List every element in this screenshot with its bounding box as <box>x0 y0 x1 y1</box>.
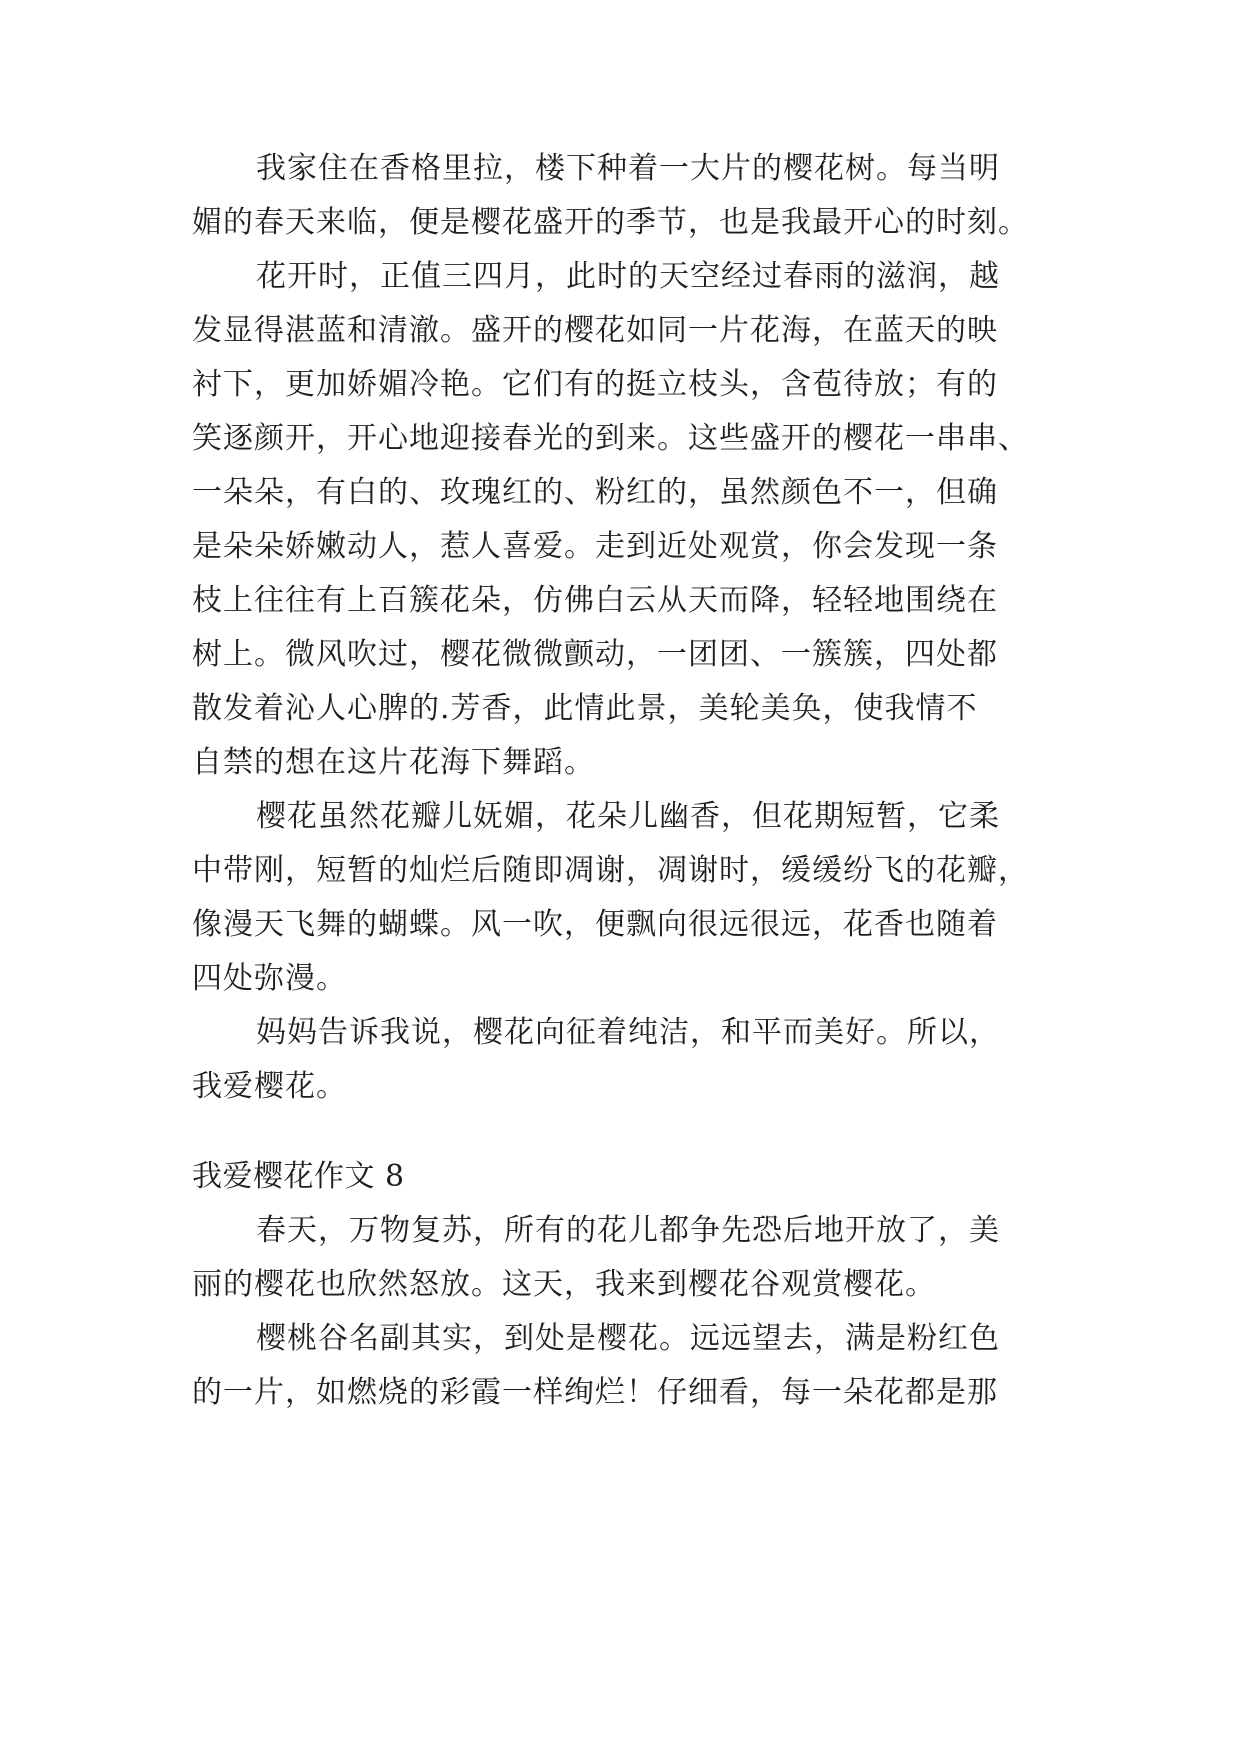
paragraph-line: 散发着沁人心脾的.芳香，此情此景，美轮美奂，使我情不 <box>192 691 978 726</box>
paragraph-line: 樱花虽然花瓣儿妩媚，花朵儿幽香，但花期短暂，它柔 <box>256 799 1000 834</box>
paragraph-line: 笑逐颜开，开心地迎接春光的到来。这些盛开的樱花一串串、 <box>192 421 1029 456</box>
paragraph-line: 花开时，正值三四月，此时的天空经过春雨的滋润，越 <box>256 259 1000 294</box>
paragraph-line: 樱桃谷名副其实，到处是樱花。远远望去，满是粉红色 <box>256 1321 1000 1356</box>
paragraph-line: 是朵朵娇嫩动人，惹人喜爱。走到近处观赏，你会发现一条 <box>192 529 998 564</box>
paragraph-line: 春天，万物复苏，所有的花儿都争先恐后地开放了，美 <box>256 1213 1000 1248</box>
paragraph-line: 一朵朵，有白的、玫瑰红的、粉红的，虽然颜色不一，但确 <box>192 475 998 510</box>
paragraph-line: 我爱樱花。 <box>192 1069 347 1104</box>
section-title: 我爱樱花作文 8 <box>192 1159 405 1194</box>
paragraph-line: 发显得湛蓝和清澈。盛开的樱花如同一片花海，在蓝天的映 <box>192 313 998 348</box>
paragraph-line: 四处弥漫。 <box>192 961 347 996</box>
paragraph-line: 枝上往往有上百簇花朵，仿佛白云从天而降，轻轻地围绕在 <box>192 583 998 618</box>
paragraph-line: 丽的樱花也欣然怒放。这天，我来到樱花谷观赏樱花。 <box>192 1267 936 1302</box>
paragraph-line: 中带刚，短暂的灿烂后随即凋谢，凋谢时，缓缓纷飞的花瓣， <box>192 853 1029 888</box>
paragraph-line: 的一片，如燃烧的彩霞一样绚烂！仔细看，每一朵花都是那 <box>192 1375 998 1410</box>
paragraph-line: 像漫天飞舞的蝴蝶。风一吹，便飘向很远很远，花香也随着 <box>192 907 998 942</box>
paragraph-line: 衬下，更加娇媚冷艳。它们有的挺立枝头，含苞待放；有的 <box>192 367 998 402</box>
paragraph-line: 我家住在香格里拉，楼下种着一大片的樱花树。每当明 <box>256 151 1000 186</box>
paragraph-line: 妈妈告诉我说，樱花向征着纯洁，和平而美好。所以， <box>256 1015 1000 1050</box>
paragraph-line: 媚的春天来临，便是樱花盛开的季节，也是我最开心的时刻。 <box>192 205 1029 240</box>
paragraph-line: 自禁的想在这片花海下舞蹈。 <box>192 745 595 780</box>
paragraph-line: 树上。微风吹过，樱花微微颤动，一团团、一簇簇，四处都 <box>192 637 998 672</box>
